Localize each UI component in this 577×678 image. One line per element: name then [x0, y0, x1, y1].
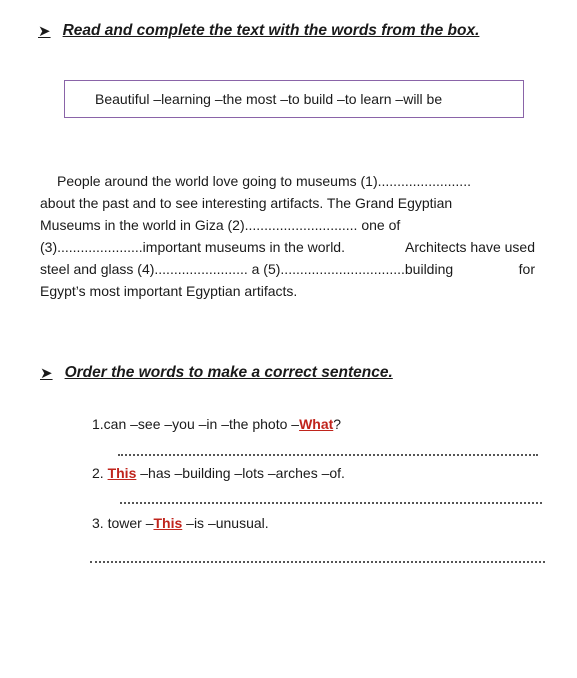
question-2 — [92, 465, 345, 481]
paragraph-fragment: steel and glass (4)........................ a (5)................................building — [40, 261, 454, 277]
question-text: ? — [333, 416, 342, 432]
paragraph-line — [40, 258, 535, 280]
paragraph-line: Egypt’s most important Egyptian artifacts. — [40, 283, 298, 299]
highlighted-word: This — [107, 465, 137, 481]
heading-text: Order the words to make a correct sentence. — [64, 364, 393, 381]
question-3 — [92, 515, 269, 531]
paragraph-fragment: for — [518, 261, 535, 277]
fill-in-paragraph — [40, 170, 535, 302]
question-text: –has –building –lots –arches –of. — [136, 465, 345, 481]
paragraph-fragment: (3)......................important museums in the world. — [40, 239, 345, 255]
arrow-bullet-icon: ➤ — [38, 23, 51, 40]
word-box-text: Beautiful –learning –the most –to build –to learn –will be — [95, 91, 443, 107]
question-text: 2. — [92, 465, 108, 481]
highlighted-word: What — [299, 416, 334, 432]
highlighted-word: This — [153, 515, 183, 531]
question-text: 1.can –see –you –in –the photo – — [92, 416, 300, 432]
question-1 — [92, 416, 341, 432]
paragraph-line: about the past and to see interesting artifacts. The Grand Egyptian — [40, 195, 453, 211]
answer-line-1 — [118, 454, 538, 456]
section-heading-order-words — [40, 364, 393, 382]
word-box — [64, 80, 524, 118]
question-text: 3. tower – — [92, 515, 154, 531]
paragraph-fragment: Architects have used — [405, 239, 535, 255]
answer-line-2 — [120, 502, 542, 504]
paragraph-line: People around the world love going to museums (1)........................ — [57, 173, 471, 189]
question-text: –is –unusual. — [182, 515, 269, 531]
answer-line-3 — [90, 561, 545, 563]
section-heading-complete-text — [38, 22, 479, 40]
paragraph-line: Museums in the world in Giza (2)............................. one of — [40, 217, 401, 233]
arrow-bullet-icon: ➤ — [40, 365, 53, 382]
paragraph-line — [40, 236, 535, 258]
heading-text: Read and complete the text with the words from the box. — [62, 22, 480, 39]
